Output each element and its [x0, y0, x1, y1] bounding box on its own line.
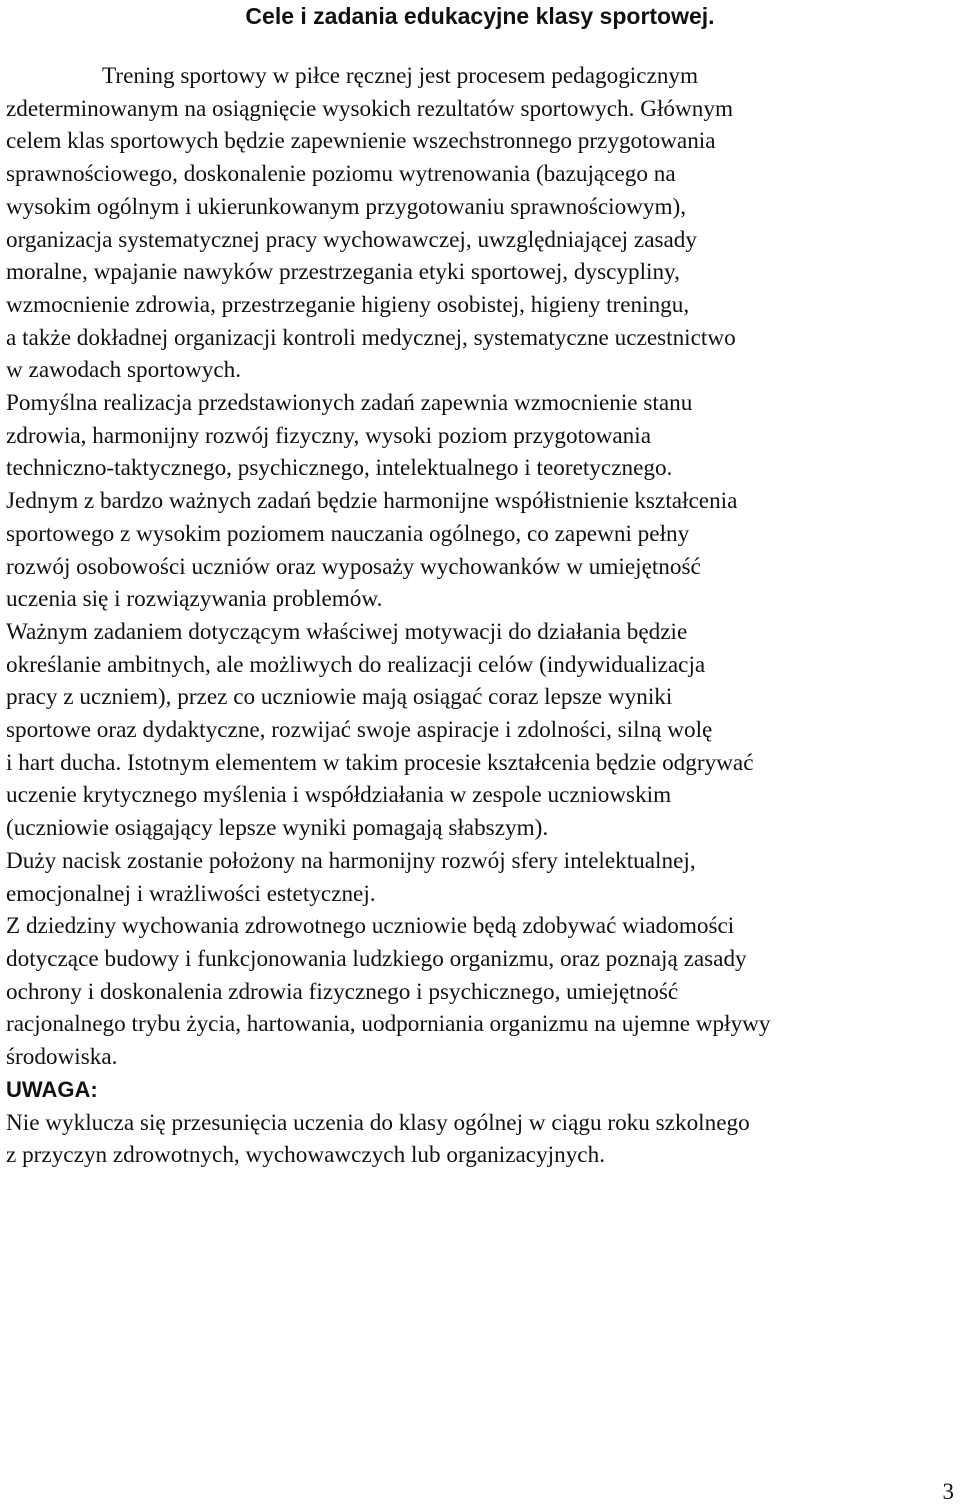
text-line: uczenia się i rozwiązywania problemów. — [6, 586, 383, 613]
text-line: Ważnym zadaniem dotyczącym właściwej motywacji do działania będzie — [6, 618, 688, 645]
text-line: organizacja systematycznej pracy wychowawczej, uwzględniającej zasady — [6, 226, 697, 253]
text-line: a także dokładnej organizacji kontroli medycznej, systematyczne uczestnictwo — [6, 324, 736, 351]
text-line: z przyczyn zdrowotnych, wychowawczych lub organizacyjnych. — [6, 1142, 605, 1169]
text-line: środowiska. — [6, 1044, 118, 1071]
text-line: określanie ambitnych, ale możliwych do realizacji celów (indywidualizacja — [6, 651, 706, 678]
text-line: zdrowia, harmonijny rozwój fizyczny, wysoki poziom przygotowania — [6, 422, 651, 449]
text-line: w zawodach sportowych. — [6, 357, 242, 384]
text-line: pracy z uczniem), przez co uczniowie mają osiągać coraz lepsze wyniki — [6, 684, 673, 711]
text-line: Trening sportowy w piłce ręcznej jest procesem pedagogicznym — [102, 63, 699, 89]
text-line: rozwój osobowości uczniów oraz wyposaży wychowanków w umiejętność — [6, 553, 701, 580]
document-title: Cele i zadania edukacyjne klasy sportowej. — [245, 3, 715, 29]
text-line: sprawnościowego, doskonalenie poziomu wytrenowania (bazującego na — [6, 161, 676, 188]
page-number: 3 — [942, 1479, 954, 1504]
text-line: Duży nacisk zostanie położony na harmonijny rozwój sfery intelektualnej, — [6, 847, 696, 874]
text-line: celem klas sportowych będzie zapewnienie wszechstronnego przygotowania — [6, 128, 716, 155]
text-line: sportowego z wysokim poziomem nauczania ogólnego, co zapewni pełny — [6, 520, 690, 547]
text-line: Jednym z bardzo ważnych zadań będzie harmonijne współistnienie kształcenia — [6, 488, 738, 515]
text-line: wysokim ogólnym i ukierunkowanym przygotowaniu sprawnościowym), — [6, 193, 687, 220]
text-line: sportowe oraz dydaktyczne, rozwijać swoje aspiracje i zdolności, silną wolę — [6, 717, 713, 744]
text-line: (uczniowie osiągający lepsze wyniki pomagają słabszym). — [6, 815, 549, 842]
text-line: Pomyślna realizacja przedstawionych zadań zapewnia wzmocnienie stanu — [6, 390, 693, 417]
text-line: dotyczące budowy i funkcjonowania ludzkiego organizmu, oraz poznają zasady — [6, 945, 747, 972]
text-line: ochrony i doskonalenia zdrowia fizycznego i psychicznego, umiejętność — [6, 978, 679, 1005]
text-line: moralne, wpajanie nawyków przestrzegania etyki sportowej, dyscypliny, — [6, 259, 680, 286]
text-line: Nie wyklucza się przesunięcia uczenia do klasy ogólnej w ciągu roku szkolnego — [6, 1109, 750, 1136]
text-line: emocjonalnej i wrażliwości estetycznej. — [6, 880, 376, 907]
text-line: zdeterminowanym na osiągnięcie wysokich rezultatów sportowych. Głównym — [6, 95, 733, 122]
text-line: Z dziedziny wychowania zdrowotnego uczniowie będą zdobywać wiadomości — [6, 913, 735, 940]
text-line: wzmocnienie zdrowia, przestrzeganie higieny osobistej, higieny treningu, — [6, 291, 690, 318]
text-line: uczenie krytycznego myślenia i współdziałania w zespole uczniowskim — [6, 782, 672, 809]
text-line: i hart ducha. Istotnym elementem w takim procesie kształcenia będzie odgrywać — [6, 749, 754, 776]
text-line: racjonalnego trybu życia, hartowania, uodporniania organizmu na ujemne wpływy — [6, 1011, 771, 1038]
text-line: techniczno-taktycznego, psychicznego, intelektualnego i teoretycznego. — [6, 455, 673, 482]
warning-heading: UWAGA: — [6, 1076, 98, 1102]
document-body — [6, 60, 958, 1172]
